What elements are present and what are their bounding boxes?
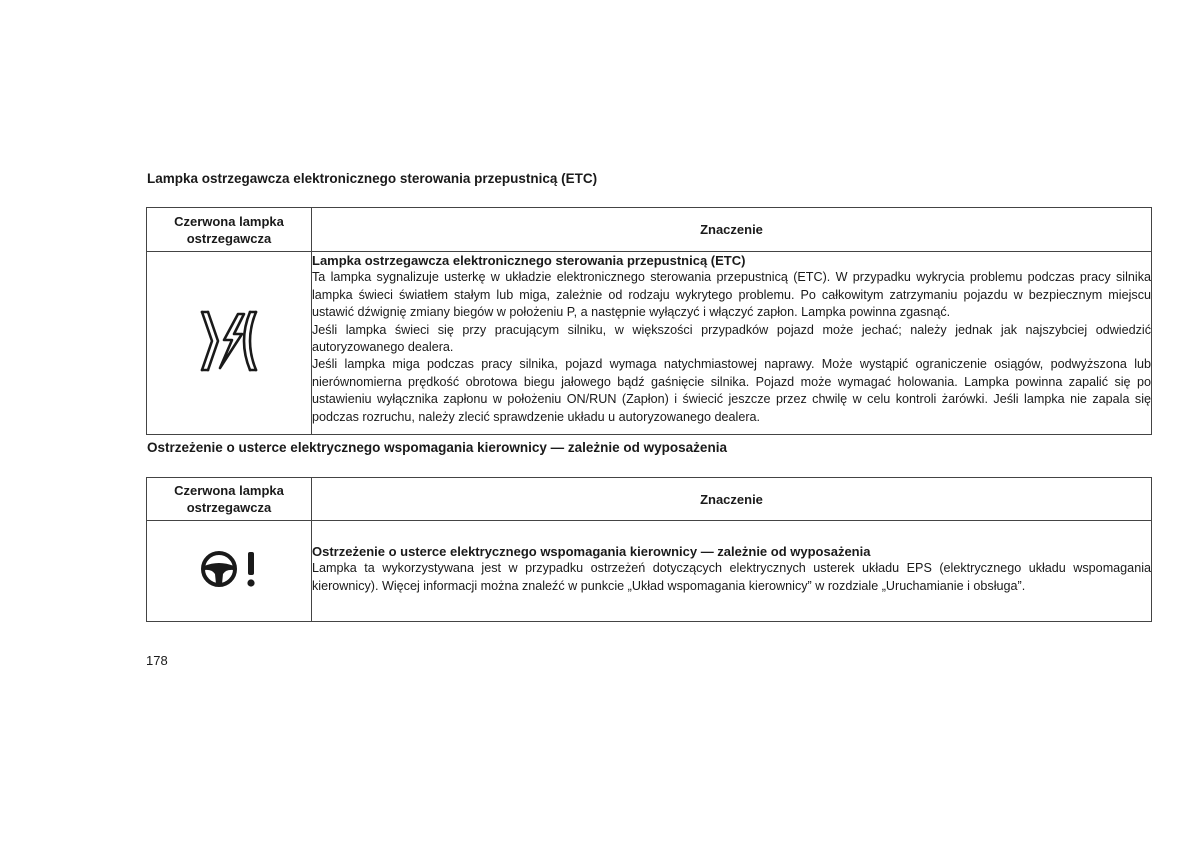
icon-cell — [147, 252, 312, 435]
column-header-meaning: Znaczenie — [312, 478, 1152, 521]
table-row — [147, 252, 1152, 435]
paragraph: Jeśli lampka miga podczas pracy silnika, pojazd wymaga natychmiastowej naprawy. Może wystąpić ograniczenie osiągów, podwyższona lub nierównomierna prędkość obrotowa biegu jałowego bądź gaśnięcie silnika. Pojazd może wymagać holowania. Lampka powinna zapalić się po ustawieniu wyłącznika zapłonu w położeniu ON/RUN (Zapłon) i świecić jeszcze przez chwilę w celu kontroli żarówki. Jeśli lampka nie zapala się podczas rozruchu, należy zlecić sprawdzenie układu u autoryzowanego dealera. — [312, 357, 1151, 424]
page-number: 178 — [146, 653, 168, 668]
meaning-cell — [312, 252, 1152, 435]
etc-throttle-warning-icon — [194, 308, 264, 379]
column-header-warning-light: Czerwona lampka ostrzegawcza — [147, 478, 312, 521]
cell-title: Lampka ostrzegawcza elektronicznego sterowania przepustnicą (ETC) — [312, 253, 746, 268]
steering-wheel-warning-icon — [198, 547, 260, 596]
paragraph: Ta lampka sygnalizuje usterkę w układzie elektronicznego sterowania przepustnicą (ETC). W przypadku wykrycia problemu podczas pracy silnika lampka świeci światłem stałym lub miga, zależnie od rodzaju wykrytego problemu. Po całkowitym zatrzymaniu pojazdu w bezpiecznym miejscu ustawić dźwignię zmiany biegów w położeniu P, a następnie wyłączyć i włączyć zapłon. Lampka powinna zgasnąć. — [312, 270, 1151, 320]
etc-warning-table — [146, 207, 1152, 435]
section-heading-eps: Ostrzeżenie o usterce elektrycznego wspomagania kierownicy — zależnie od wyposażenia — [147, 440, 727, 455]
meaning-cell — [312, 521, 1152, 622]
column-header-meaning: Znaczenie — [312, 208, 1152, 252]
icon-cell — [147, 521, 312, 622]
table-row — [147, 521, 1152, 622]
section-heading-etc: Lampka ostrzegawcza elektronicznego sterowania przepustnicą (ETC) — [147, 171, 598, 186]
paragraph: Lampka ta wykorzystywana jest w przypadku ostrzeżeń dotyczących elektrycznych usterek układu EPS (elektrycznego układu wspomagania kierownicy). Więcej informacji można znaleźć w punkcie „Układ wspomagania kierownicy” w rozdziale „Uruchamianie i obsługa”. — [312, 561, 1151, 593]
column-header-warning-light: Czerwona lampka ostrzegawcza — [147, 208, 312, 252]
paragraph: Jeśli lampka świeci się przy pracującym silniku, w większości przypadków pojazd może jechać; należy jednak jak najszybciej odwiedzić autoryzowanego dealera. — [312, 322, 1151, 355]
eps-warning-table — [146, 477, 1152, 622]
cell-title: Ostrzeżenie o usterce elektrycznego wspomagania kierownicy — zależnie od wyposażenia — [312, 544, 871, 559]
